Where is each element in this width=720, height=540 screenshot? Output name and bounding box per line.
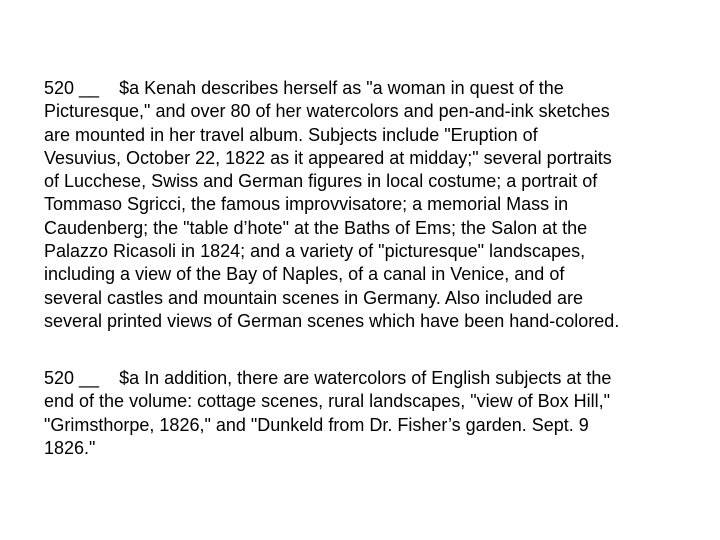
note-line: Vesuvius, October 22, 1822 as it appeared at midday;" several portraits [44, 147, 612, 168]
note-text: Kenah describes herself as "a woman in quest of the [144, 78, 564, 98]
note-line-1 [44, 367, 694, 390]
note-line-1 [44, 77, 694, 100]
note-line: of Lucchese, Swiss and German figures in local costume; a portrait of [44, 171, 598, 192]
note-text: In addition, there are watercolors of English subjects at the [144, 368, 612, 388]
subfield-code: $a [119, 368, 140, 388]
marc-520-note-1 [44, 77, 694, 333]
note-line: are mounted in her travel album. Subjects include "Eruption of [44, 124, 538, 145]
note-line: several printed views of German scenes which have been hand-colored. [44, 310, 620, 331]
subfield-code: $a [119, 78, 140, 98]
marc-520-note-2 [44, 367, 694, 460]
note-line: 1826." [44, 437, 96, 458]
note-line: several castles and mountain scenes in Germany. Also included are [44, 287, 583, 308]
note-line: Picturesque," and over 80 of her watercolors and pen-and-ink sketches [44, 101, 610, 122]
note-line: "Grimsthorpe, 1826," and "Dunkeld from Dr. Fisher’s garden. Sept. 9 [44, 414, 589, 435]
note-line: including a view of the Bay of Naples, of a canal in Venice, and of [44, 264, 565, 285]
note-line: Palazzo Ricasoli in 1824; and a variety of "picturesque" landscapes, [44, 241, 586, 262]
note-line: Caudenberg; the "table d’hote" at the Baths of Ems; the Salon at the [44, 217, 588, 238]
marc-tag: 520 __ [44, 78, 100, 98]
note-line: Tommaso Sgricci, the famous improvvisatore; a memorial Mass in [44, 194, 569, 215]
marc-tag: 520 __ [44, 368, 100, 388]
note-line: end of the volume: cottage scenes, rural landscapes, "view of Box Hill," [44, 391, 611, 412]
